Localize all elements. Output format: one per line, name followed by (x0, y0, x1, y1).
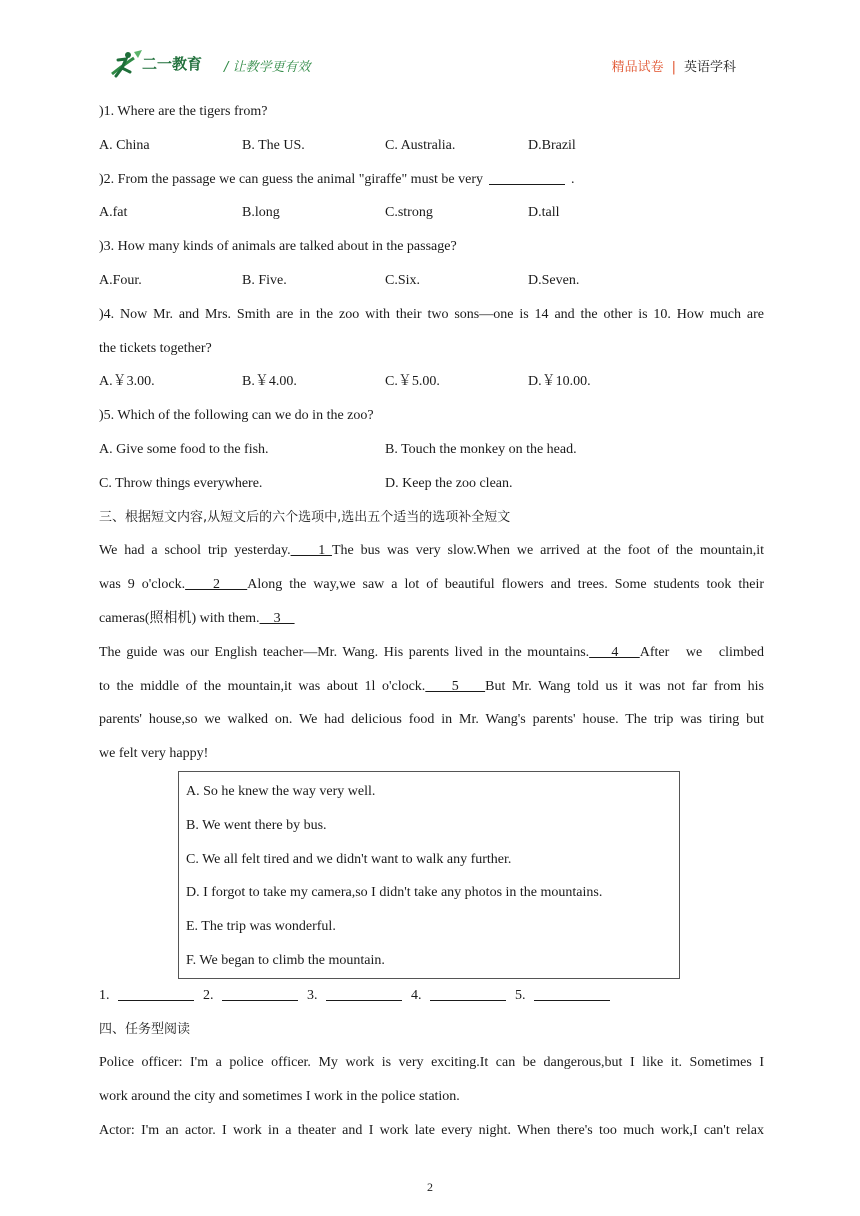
answer-number: 2. (203, 987, 214, 1003)
subject-label: 英语学科 (683, 60, 736, 75)
section-3-title: 三、根据短文内容,从短文后的六个选项中,选出五个适当的选项补全短文 (99, 509, 511, 525)
option: C.￥5.00. (385, 374, 440, 390)
passage-line: Police officer: I'm a police officer. My work is very exciting.It can be dangerous,but I like it. Sometimes I (99, 1055, 764, 1071)
passage-line (99, 602, 764, 636)
passage-text: The guide was our English teacher—Mr. Wang. His parents lived in the mountains. (99, 644, 590, 660)
passage-text: We had a school trip yesterday. (99, 543, 291, 559)
question-2-end: . (571, 171, 575, 187)
choice-c: C. We all felt tired and we didn't want to walk any further. (186, 851, 512, 867)
passage-text: cameras(照相机) with them. (99, 610, 260, 626)
option: A.Four. (99, 272, 142, 288)
answer-blank[interactable] (326, 986, 402, 1001)
option: B. The US. (242, 137, 305, 153)
option: C. Throw things everywhere. (99, 475, 263, 491)
question-1-stem: )1. Where are the tigers from? (99, 104, 268, 119)
header-separator: | (671, 60, 676, 75)
answer-number: 3. (307, 987, 318, 1003)
header-right (612, 56, 736, 75)
passage-line (99, 670, 764, 704)
question-4-stem-line2: the tickets together? (99, 340, 212, 356)
choice-b: B. We went there by bus. (186, 817, 327, 833)
option: D.Seven. (528, 272, 580, 288)
passage-line (99, 568, 764, 602)
passage-line (99, 534, 764, 568)
section-4-title: 四、任务型阅读 (99, 1021, 191, 1037)
document-body (99, 95, 764, 1148)
option: B. Five. (242, 272, 287, 288)
option: D. Keep the zoo clean. (385, 475, 513, 491)
blank-5: 5 (425, 678, 486, 694)
answer-number: 1. (99, 987, 110, 1003)
passage-text: was 9 o'clock. (99, 577, 186, 593)
blank-2: 2 (185, 577, 248, 593)
passage-line (99, 636, 764, 670)
option: A. Give some food to the fish. (99, 441, 269, 457)
answer-blank[interactable] (534, 986, 610, 1001)
page-number: 2 (427, 1180, 433, 1194)
passage-text: After we climbed (639, 644, 764, 660)
runner-logo-icon (104, 48, 144, 82)
question-5-options-row1 (99, 433, 764, 467)
slogan: / 让教学更有效 (224, 60, 311, 75)
passage-text: But Mr. Wang told us it was not far from his (485, 678, 764, 694)
option: B. Touch the monkey on the head. (385, 441, 577, 457)
question-2-options (99, 196, 764, 230)
answer-blank[interactable] (489, 170, 565, 185)
logo (104, 48, 216, 82)
question-2-text: )2. From the passage we can guess the animal "giraffe" must be very (99, 171, 484, 187)
answer-blank[interactable] (118, 986, 194, 1001)
option: A.fat (99, 205, 128, 221)
question-2-stem (99, 163, 764, 197)
choice-a: A. So he knew the way very well. (186, 783, 376, 799)
option: D.￥10.00. (528, 374, 591, 390)
answer-number: 5. (515, 987, 526, 1003)
quality-badge: 精品试卷 (611, 60, 664, 75)
question-3-stem: )3. How many kinds of animals are talked about in the passage? (99, 239, 457, 255)
option: B.￥4.00. (242, 374, 297, 390)
question-4-options (99, 365, 764, 399)
choices-box (178, 771, 680, 979)
passage-line: work around the city and sometimes I work in the police station. (99, 1089, 460, 1105)
passage-line: we felt very happy! (99, 746, 209, 762)
option: C.Six. (385, 272, 421, 288)
passage-text: to the middle of the mountain,it was about 1l o'clock. (99, 678, 426, 694)
blank-1: 1 (290, 543, 332, 559)
question-3-options (99, 264, 764, 298)
choice-f: F. We began to climb the mountain. (186, 952, 385, 968)
page-header (100, 48, 764, 82)
answer-blank[interactable] (222, 986, 298, 1001)
passage-line: Actor: I'm an actor. I work in a theater and I work late every night. When there's too much work,I can't relax (99, 1122, 764, 1138)
passage-text: Along the way,we saw a lot of beautiful flowers and trees. Some students took their (247, 577, 764, 593)
blank-4: 4 (589, 644, 640, 660)
question-5-stem: )5. Which of the following can we do in the zoo? (99, 408, 374, 424)
option: A.￥3.00. (99, 374, 155, 390)
answer-number: 4. (411, 987, 422, 1003)
blank-3: 3 (259, 610, 295, 626)
question-1-options (99, 129, 764, 163)
choice-e: E. The trip was wonderful. (186, 919, 336, 935)
passage-text: The bus was very slow.When we arrived at the foot of the mountain,it (331, 543, 765, 559)
option: D.Brazil (528, 137, 576, 153)
question-5-options-row2 (99, 467, 764, 501)
option: B.long (242, 205, 280, 221)
logo-text: 二一教育 (142, 55, 203, 73)
question-4-stem-line1: )4. Now Mr. and Mrs. Smith are in the zoo with their two sons—one is 14 and the other is 10. How much are (99, 306, 764, 322)
option: C. Australia. (385, 137, 456, 153)
option: A. China (99, 137, 150, 153)
option: D.tall (528, 205, 560, 221)
choice-d: D. I forgot to take my camera,so I didn't take any photos in the mountains. (186, 885, 603, 901)
option: C.strong (385, 205, 433, 221)
answer-row (99, 979, 764, 1013)
passage-line: parents' house,so we walked on. We had delicious food in Mr. Wang's parents' house. The trip was tiring but (99, 712, 764, 728)
answer-blank[interactable] (430, 986, 506, 1001)
